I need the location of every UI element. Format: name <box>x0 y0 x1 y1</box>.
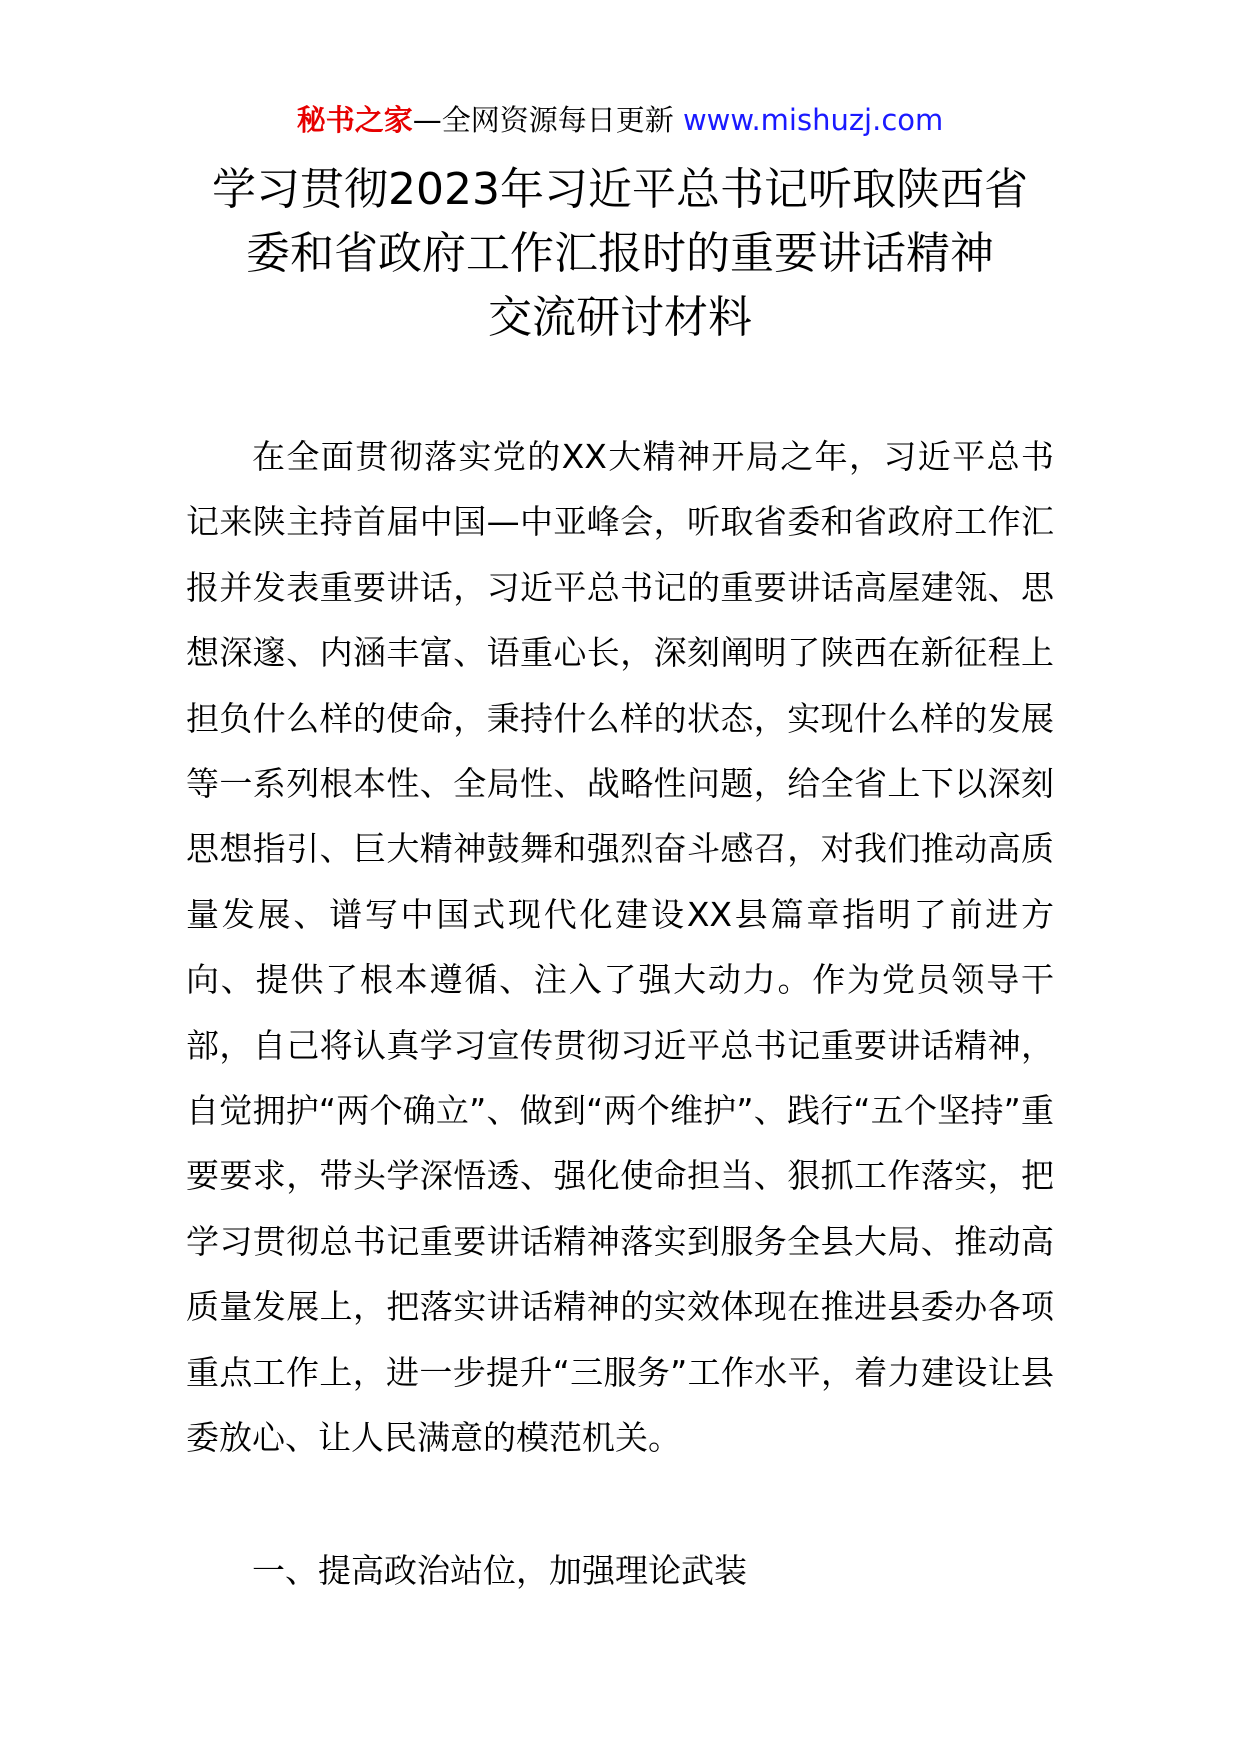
title-line-2: 委和省政府工作汇报时的重要讲话精神 <box>246 228 994 279</box>
body-paragraph: 在全面贯彻落实党的XX大精神开局之年，习近平总书记来陕主持首届中国—中亚峰会，听取省委和省政府工作汇报并发表重要讲话，习近平总书记的重要讲话高屋建瓴、思想深邃、内涵丰富、语重心长，深刻阐明了陕西在新征程上担负什么样的使命，秉持什么样的状态，实现什么样的发展等一系列根本性、全局性、战略性问题，给全省上下以深刻思想指引、巨大精神鼓舞和强烈奋斗感召，对我们推动高质量发展、谱写中国式现代化建设XX县篇章指明了前进方向、提供了根本遵循、注入了强大动力。作为党员领导干部，自己将认真学习宣传贯彻习近平总书记重要讲话精神，自觉拥护“两个确立”、做到“两个维护”、践行“五个坚持”重要要求，带头学深悟透、强化使命担当、狠抓工作落实，把学习贯彻总书记重要讲话精神落实到服务全县大局、推动高质量发展上，把落实讲话精神的实效体现在推进县委办各项重点工作上，进一步提升“三服务”工作水平，着力建设让县委放心、让人民满意的模范机关。 <box>186 437 1054 1458</box>
title-line-3: 交流研讨材料 <box>488 292 752 343</box>
document-title <box>120 158 1120 350</box>
site-url-link[interactable]: www.mishuzj.com <box>682 103 944 137</box>
title-line-1: 学习贯彻2023年习近平总书记听取陕西省 <box>212 164 1028 215</box>
site-header <box>0 100 1240 140</box>
section-heading: 一、提高政治站位，加强理论武装 <box>252 1551 747 1590</box>
brand-name: 秘书之家 <box>296 103 413 137</box>
header-tagline: —全网资源每日更新 <box>412 103 674 137</box>
